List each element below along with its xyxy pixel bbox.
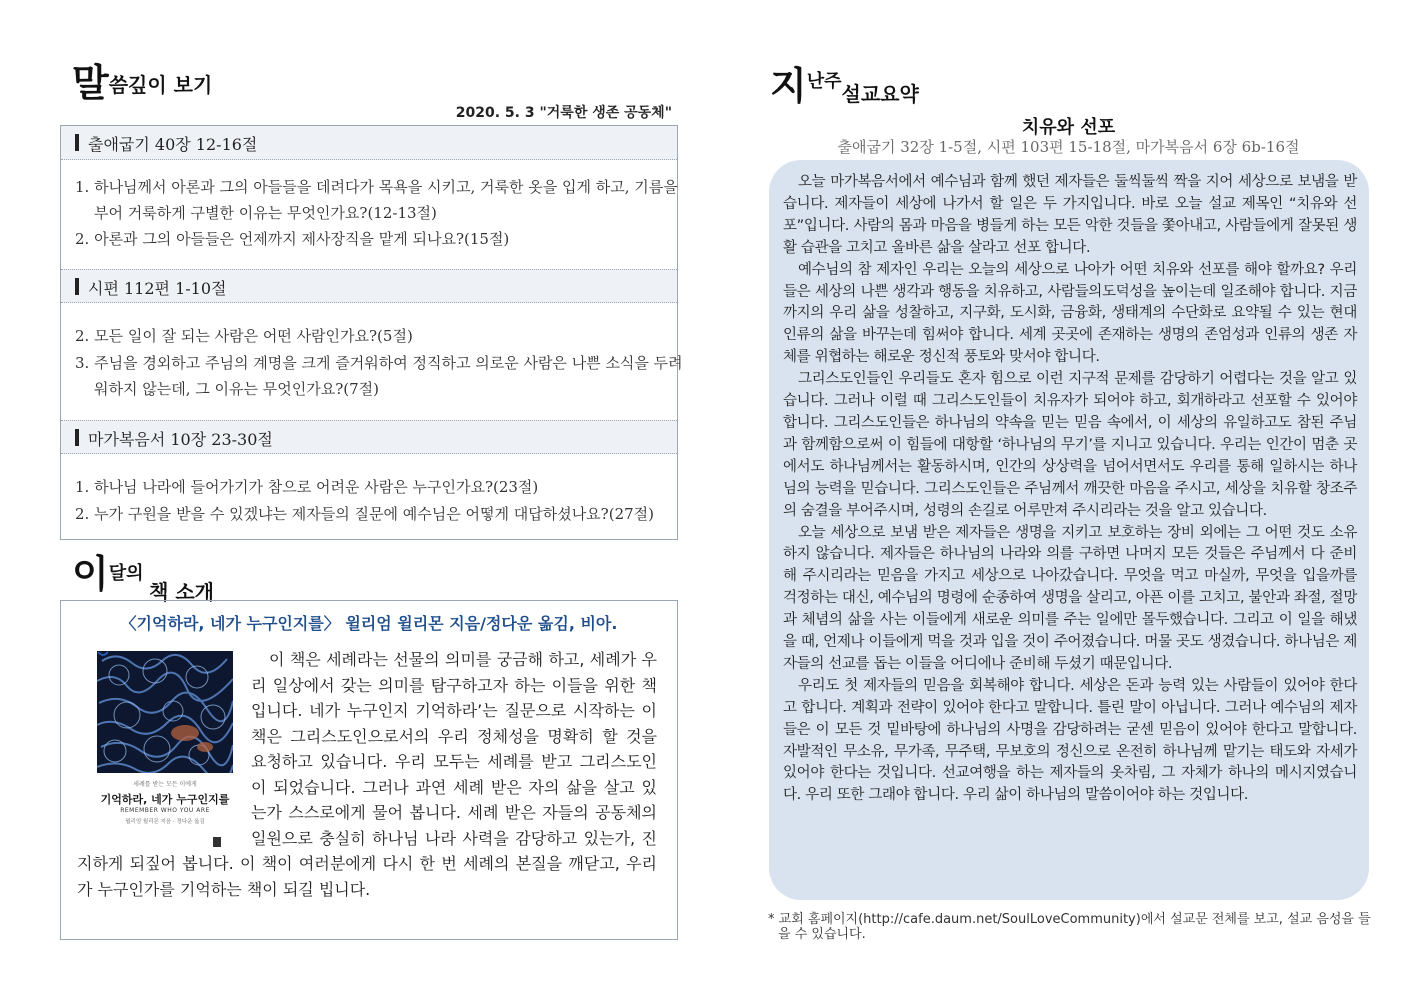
cover-english-title: REMEMBER WHO YOU ARE: [120, 807, 210, 814]
question-item: 3. 주님을 경외하고 주님의 계명을 크게 즐거워하여 정직하고 의로운 사람은 나쁜 소식을 두려워하지 않는데, 그 이유는 무엇인가요?(7절): [75, 354, 683, 398]
sermon-scripture-reference: 출애굽기 32장 1-5절, 시편 103편 15-18절, 마가복음서 6장 6b-16절: [837, 138, 1300, 156]
homepage-footnote: * 교회 홈페이지(http://cafe.daum.net/SoulLoveCommunity)에서 설교문 전체를 보고, 설교 음성을 들을 수 있습니다.: [768, 912, 1371, 942]
sermon-heading-low: 설교요약: [841, 82, 919, 106]
sermon-paragraph: 우리도 첫 제자들의 믿음을 회복해야 합니다. 세상은 돈과 능력 있는 사람들이 있어야 한다고 합니다. 계획과 전략이 있어야 한다고 말합니다. 틀린 말이 아닙니다. 그러나 예수님의 제자들은 이 모든 것 밑바탕에 하나님의 사명을 감당하려는 굳센 믿음이 있어야 한다고 말합니다. 자발적인 무소유, 무가족, 무주택, 무보호의 정신으로 온전히 하나님께 맡기는 태도와 자세가 있어야 한다는 것입니다. 선교여행을 하는 제자들의 옷차림, 그 자체가 하나의 메시지였습니다. 우리 또한 그래야 합니다. 우리 삶이 하나님의 말씀이어야 하는 것입니다.: [783, 677, 1357, 804]
section-heading-text: 출애굽기 40장 12-16절: [88, 135, 258, 154]
sermon-heading: [770, 55, 919, 110]
section-marker: [75, 429, 79, 446]
sermon-title: 치유와 선포: [1021, 117, 1116, 138]
sermon-paragraph: 예수님의 참 제자인 우리는 오늘의 세상으로 나아가 어떤 치유와 선포를 해야 할까요? 우리들은 세상의 나쁜 생각과 행동을 치유하고, 사람들의도덕성을 높이는데 일조해야 합니다. 지금까지의 우리 삶을 성찰하고, 지구화, 도시화, 금융화, 생태계의 수단화로 요약될 수 있는 현대 인류의 삶을 바꾸는데 힘써야 합니다. 세계 곳곳에 존재하는 생명의 존엄성과 인류의 생존 자체를 위협하는 해로운 정신적 풍토와 맞서야 합니다.: [783, 261, 1357, 366]
date-line: 2020. 5. 3 "거룩한 생존 공동체": [455, 105, 672, 121]
cover-authors: 윌리엄 윌리몬 지음 · 정다운 옮김: [125, 819, 205, 825]
sermon-paragraph: 오늘 세상으로 보냄 받은 제자들은 생명을 지키고 보호하는 장비 외에는 그 어떤 것도 소유하지 않습니다. 제자들은 하나님의 나라와 의를 구하면 나머지 모든 것들은 주님께서 다 준비해 주시리라는 믿음을 가지고 세상으로 나아갔습니다. 무엇을 먹고 마실까, 무엇을 입을까를 걱정하는 대신, 예수님의 명령에 순종하여 생명을 살리고, 아픈 이를 고치고, 불안과 좌절, 절망과 체념의 삶을 사는 이들에게 새로운 의미를 주는 일에만 몰두했습니다. 그리고 이 일을 해냈을 때, 언제나 이들에게 먹을 것과 입을 것이 주어졌습니다. 머물 곳도 생겼습니다. 하나님은 제자들의 선교를 돕는 이들을 어디에나 준비해 두셨기 때문입니다.: [783, 524, 1357, 672]
section-heading-text: 시편 112편 1-10절: [88, 279, 227, 298]
question-item: 2. 누가 구원을 받을 수 있겠냐는 제자들의 질문에 예수님은 어떻게 대답하셨나요?(27절): [75, 505, 654, 523]
book-intro-text: [77, 647, 657, 902]
sermon-heading-initial: 지: [770, 63, 807, 108]
study-questions-box: [60, 125, 683, 540]
book-heading-initial: 이: [72, 551, 109, 596]
section-marker: [75, 278, 79, 295]
section-heading-text: 마가복음서 10장 23-30절: [88, 430, 273, 449]
section-heading-psalm: [61, 269, 677, 303]
sermon-paragraph: 오늘 마가복음서에서 예수님과 함께 했던 제자들은 둘씩둘씩 짝을 지어 세상으로 보냄을 받습니다. 제자들이 세상에 나가서 할 일은 두 가지입니다. 바로 오늘 설교 제목인 “치유와 선포”입니다. 사람의 몸과 마음을 병들게 하는 모든 악한 것들을 쫓아내고, 사람들에게 잘못된 생활 습관을 고치고 올바른 삶을 살라고 선포 합니다.: [783, 174, 1357, 256]
question-item: 1. 하나님께서 아론과 그의 아들들을 데려다가 목욕을 시키고, 거룩한 옷을 입게 하고, 기름을 부어 거룩하게 구별한 이유는 무엇인가요?(12-13절): [75, 178, 678, 222]
section-heading-exodus: [61, 126, 677, 160]
sermon-paragraph: 그리스도인들인 우리들도 혼자 힘으로 이런 지구적 문제를 감당하기 어렵다는 것을 알고 있습니다. 그러나 이럴 때 그리스도인들이 치유자가 되어야 하고, 회개하라고 선포할 수 있어야 합니다. 그리스도인들은 하나님의 약속을 믿는 믿음 속에서, 이 세상의 유일하고도 참된 주님과 함께함으로써 이 힘들에 대항할 ‘하나님의 무기’를 지니고 있습니다. 우리는 인간이 멈춘 곳에서도 하나님께서는 활동하시며, 인간의 상상력을 넘어서면서도 우리를 통해 일하시는 하나님의 능력을 믿습니다. 그리스도인들은 주님께서 깨끗한 마음을 주시고, 세상을 치유할 창조주의 숨결을 부어주시며, 성령의 손길로 어루만져 주시리라는 것을 알고 있습니다.: [783, 371, 1357, 519]
book-title: 〈기억하라, 네가 누구인지를〉 윌리엄 윌리몬 지음/정다운 옮김, 비아.: [120, 614, 618, 633]
book-intro-box: [60, 600, 678, 940]
section-heading-mark: [61, 420, 677, 454]
question-item: 2. 아론과 그의 아들들은 언제까지 제사장직을 맡게 되나요?(15절): [75, 230, 510, 248]
meditation-heading-initial: 말: [72, 60, 109, 105]
question-item: 1. 하나님 나라에 들어가기가 참으로 어려운 사람은 누구인가요?(23절): [75, 478, 539, 496]
meditation-heading-rest: 씀깊이 보기: [108, 73, 213, 97]
book-heading: [72, 543, 215, 604]
meditation-heading: [72, 52, 212, 107]
cover-subtitle: 세례를 받는 모든 이에게: [133, 781, 197, 788]
question-item: 2. 모든 일이 잘 되는 사람은 어떤 사람인가요?(5절): [75, 327, 413, 345]
cover-wrap-space: [77, 647, 251, 850]
sermon-heading-mid: 난주: [806, 71, 842, 92]
book-heading-mid: 달의: [108, 563, 144, 584]
book-intro-body: 이 책은 세례라는 선물의 의미를 궁금해 하고, 세례가 우리 일상에서 갖는 의미를 탐구하고자 하는 이들을 위한 책입니다. 네가 누구인지 기억하라’는 질문으로 시작하는 이 책은 그리스도인으로서의 우리 정체성을 명확히 할 것을 요청하고 있습니다. 우리 모두는 세례를 받고 그리스도인이 되었습니다. 그러나 과연 세례 받은 자의 삶을 살고 있는가 스스로에게 물어 봅니다. 세례 받은 자들의 공동체의 일원으로 충실히 하나님 나라 사력을 감당하고 있는가, 진지하게 되짚어 봅니다. 이 책이 여러분에게 다시 한 번 세례의 본질을 깨닫고, 우리가 누구인가를 기억하는 책이 되길 빕니다.: [77, 650, 657, 899]
book-heading-low: 책 소개: [149, 580, 215, 604]
cover-title: 기억하라, 네가 누구인지를: [100, 793, 230, 806]
sermon-summary-box: [769, 160, 1369, 900]
section-marker: [75, 134, 79, 151]
